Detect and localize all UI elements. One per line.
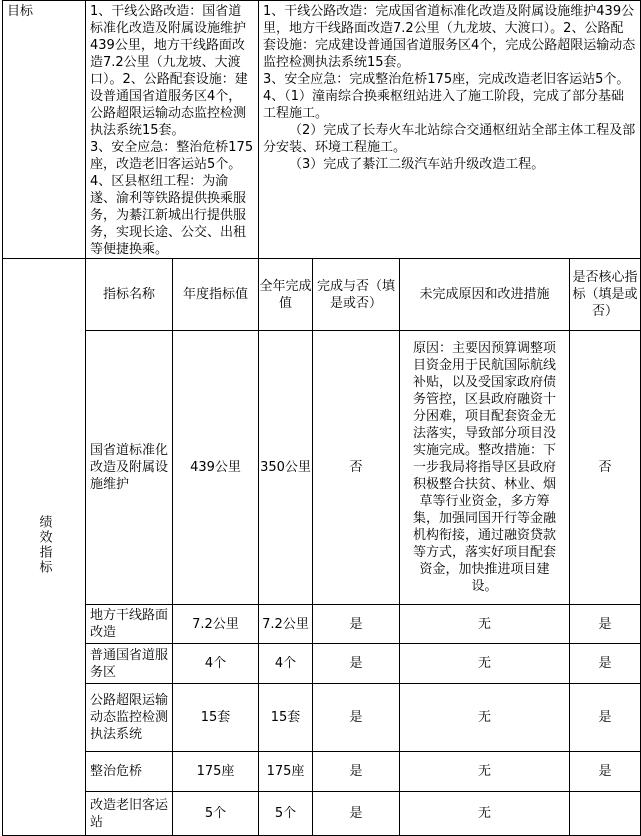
row-annual: 15套 <box>173 684 259 752</box>
perf-label: 绩效指标 <box>36 514 52 575</box>
row-annual: 4个 <box>173 644 259 684</box>
perf-label-cell <box>3 259 86 836</box>
table-row <box>3 792 641 836</box>
goal-right-p1: 1、干线公路改造：完成国省道标准化改造及附属设施维护439公里，地方干线路面改造7.2公里（九龙坡、大渡口）。2、公路配套设施：完成建设普通国省道服务区4个，完成公路超限运输动态监控检测执法系统15套。 <box>263 4 636 70</box>
row-reason: 无 <box>400 684 570 752</box>
row-annual: 175座 <box>173 752 259 792</box>
row-name: 普通国省道服务区 <box>86 644 173 684</box>
performance-table <box>2 0 641 836</box>
row-done: 是 <box>313 792 400 836</box>
goal-right-text <box>259 1 641 259</box>
row-core: 是 <box>570 644 641 684</box>
row-full-year: 15套 <box>259 684 313 752</box>
row-name: 改造老旧客运站 <box>86 792 173 836</box>
table-row <box>3 644 641 684</box>
goal-left-text <box>86 1 259 259</box>
goal-row <box>3 1 641 259</box>
row-reason: 无 <box>400 644 570 684</box>
row-done: 是 <box>313 605 400 644</box>
row-core: 是 <box>570 605 641 644</box>
row-core <box>570 792 641 836</box>
row-reason: 无 <box>400 605 570 644</box>
row-done: 否 <box>313 331 400 605</box>
goal-right-p4: （3）完成了綦江二级汽车站升级改造工程。 <box>289 157 545 172</box>
table-row <box>3 752 641 792</box>
row-name: 公路超限运输动态监控检测执法系统 <box>86 684 173 752</box>
row-name: 地方干线路面改造 <box>86 605 173 644</box>
goal-right-p3: （2）完成了长寿火车北站综合交通枢纽站全部主体工程及部分安装、环境工程施工。 <box>263 123 636 155</box>
row-full-year: 5个 <box>259 792 313 836</box>
row-full-year: 4个 <box>259 644 313 684</box>
header-core: 是否核心指标（填是或否） <box>570 259 641 331</box>
header-full-year: 全年完成值 <box>259 259 313 331</box>
row-full-year: 350公里 <box>259 331 313 605</box>
goal-left-content: 1、干线公路改造：国省道标准化改造及附属设施维护439公里，地方干线路面改造7.2公里（九龙坡、大渡口）。2、公路配套设施：建设普通国省道服务区4个，公路超限运输动态监控检测执法系统15套。 3、安全应急：整治危桥175座，改造老旧客运站5个。 4、区县枢纽工程：为渝遂、渝利等铁路提供换乘服务，为綦江新城出行提供服务，实现长途、公交、出租等便捷换乘。 <box>90 4 254 257</box>
row-annual: 439公里 <box>173 331 259 605</box>
row-full-year: 175座 <box>259 752 313 792</box>
row-core: 是 <box>570 684 641 752</box>
header-row <box>3 259 641 331</box>
table-row <box>3 684 641 752</box>
row-done: 是 <box>313 752 400 792</box>
row-annual: 7.2公里 <box>173 605 259 644</box>
row-reason: 无 <box>400 792 570 836</box>
header-name: 指标名称 <box>86 259 173 331</box>
header-annual: 年度指标值 <box>173 259 259 331</box>
row-name: 国省道标准化改造及附属设施维护 <box>86 331 173 605</box>
row-annual: 5个 <box>173 792 259 836</box>
header-done: 完成与否（填是或否） <box>313 259 400 331</box>
goal-label: 目标 <box>3 1 86 259</box>
row-name: 整治危桥 <box>86 752 173 792</box>
row-reason: 原因：主要因预算调整项目资金用于民航国际航线补贴，以及受国家政府债务管控，区县政府融资十分困难，项目配套资金无法落实，导致部分项目没实施完成。整改措施：下一步我局将指导区县政府积极整合扶贫、林业、烟草等行业资金，多方筹集，加强同国开行等金融机构衔接，通过融资贷款等方式，落实好项目配套资金，加快推进项目建设。 <box>400 331 570 605</box>
row-full-year: 7.2公里 <box>259 605 313 644</box>
row-core: 否 <box>570 331 641 605</box>
row-core: 是 <box>570 752 641 792</box>
row-reason: 无 <box>400 752 570 792</box>
header-reason: 未完成原因和改进措施 <box>400 259 570 331</box>
row-done: 是 <box>313 644 400 684</box>
row-done: 是 <box>313 684 400 752</box>
table-row <box>3 331 641 605</box>
goal-right-p2: 3、安全应急：完成整治危桥175座，完成改造老旧客运站5个。4、（1）潼南综合换乘枢纽站进入了施工阶段，完成了部分基础工程施工。 <box>263 72 630 121</box>
table-row <box>3 605 641 644</box>
